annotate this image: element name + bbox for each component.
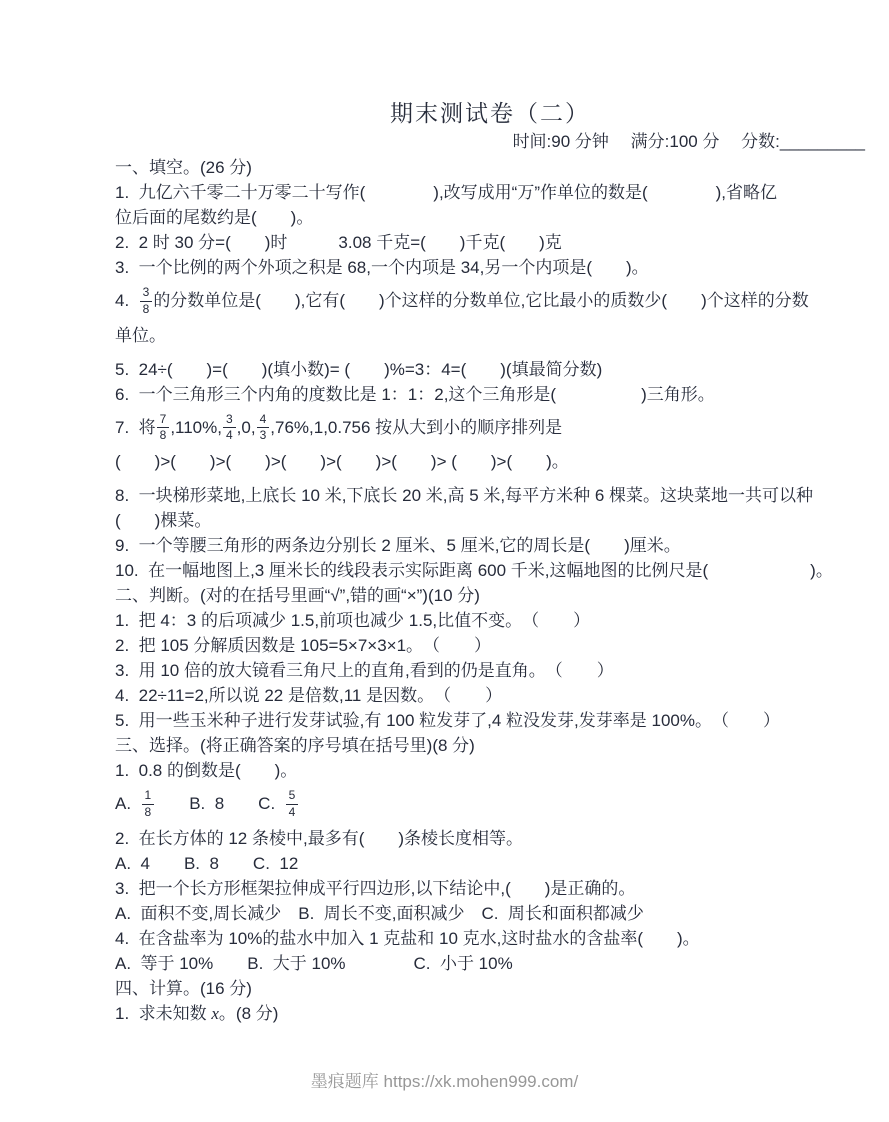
math-variable: x <box>211 1003 219 1023</box>
fill-q9: 9. 一个等腰三角形的两条边分别长 2 厘米、5 厘米,它的周长是( )厘米。 <box>115 536 681 556</box>
footer-text: 墨痕题库 https://xk.mohen999.com/ <box>310 1072 579 1091</box>
footer <box>0 1067 889 1092</box>
choice-q1: 1. 0.8 的倒数是( )。 <box>115 761 298 781</box>
fill-q8-line1: 8. 一块梯形菜地,上底长 10 米,下底长 20 米,高 5 米,每平方米种 6 棵菜。这块菜地一共可以种 <box>115 486 814 506</box>
fraction: $\frac{7}{8}$ <box>157 413 170 444</box>
fill-q1-line1: 1. 九亿六千零二十万零二十写作( ),改写成用“万”作单位的数是( ),省略亿 <box>115 183 778 202</box>
judge-q2: 2. 把 105 分解质因数是 105=5×7×3×1。 （ ） <box>115 636 492 656</box>
fill-q8-line2: ( )棵菜。 <box>115 511 212 531</box>
fill-q1-line2: 位后面的尾数约是( )。 <box>115 208 314 227</box>
section-4-heading: 四、计算。(16 分) <box>115 978 252 998</box>
choice-q2-options: A. 4 B. 8 C. 12 <box>115 853 299 873</box>
fill-q7-line1: 7. 将 $\frac{7}{8}$ ,110%, $\frac{3}{4}$ ,0, $\frac{4}{3}$ ,76%,1,0.756 按从大到小的顺序排列是 <box>115 411 563 443</box>
fill-q3: 3. 一个比例的两个外项之积是 68,一个内项是 34,另一个内项是( )。 <box>115 258 649 277</box>
fill-q2: 2. 2 时 30 分=( )时 3.08 千克=( )千克( )克 <box>115 233 562 252</box>
fraction: $\frac{4}{3}$ <box>257 413 270 444</box>
judge-q4: 4. 22÷11=2,所以说 22 是倍数,11 是因数。 （ ） <box>115 686 503 706</box>
choice-q1-options: A. $\frac{1}{8}$ B. 8 C. $\frac{5}{4}$ <box>115 789 865 820</box>
choice-q3-options: A. 面积不变,周长减少 B. 周长不变,面积减少 C. 周长和面积都减少 <box>115 903 644 923</box>
page-title: 期末测试卷（二） <box>390 101 590 126</box>
choice-q4-options: A. 等于 10% B. 大于 10% C. 小于 10% <box>115 953 513 973</box>
section-1-heading: 一、填空。(26 分) <box>115 158 252 177</box>
fill-q6: 6. 一个三角形三个内角的度数比是 1：1：2,这个三角形是( )三角形。 <box>115 384 715 404</box>
fill-q4-line2: 单位。 <box>115 325 166 345</box>
choice-q4: 4. 在含盐率为 10%的盐水中加入 1 克盐和 10 克水,这时盐水的含盐率( )。 <box>115 928 700 948</box>
judge-q1: 1. 把 4：3 的后项减少 1.5,前项也减少 1.5,比值不变。 （ ） <box>115 611 591 631</box>
fill-q4-line1: 4. $\frac{3}{8}$ 的分数单位是( ),它有( )个这样的分数单位,它比最小的质数少( )个这样的分数 <box>115 285 809 316</box>
judge-q5: 5. 用一些玉米种子进行发芽试验,有 100 粒发芽了,4 粒没发芽,发芽率是 100%。 （ ） <box>115 711 780 731</box>
section-2-heading: 二、判断。(对的在括号里画“√”,错的画“×”)(10 分) <box>115 586 480 606</box>
choice-q3: 3. 把一个长方形框架拉伸成平行四边形,以下结论中,( )是正确的。 <box>115 878 636 898</box>
document-lines <box>115 155 865 1026</box>
fill-q7-answer-row: ( )>( )>( )>( )>( )>( )> ( )>( )。 <box>115 452 569 472</box>
fill-q5: 5. 24÷( )=( )(填小数)= ( )%=3：4=( )(填最简分数) <box>115 359 603 379</box>
fraction: $\frac{1}{8}$ <box>142 789 155 820</box>
choice-q2: 2. 在长方体的 12 条棱中,最多有( )条棱长度相等。 <box>115 828 524 848</box>
judge-q3: 3. 用 10 倍的放大镜看三角尺上的直角,看到的仍是直角。 （ ） <box>115 661 614 681</box>
section-3-heading: 三、选择。(将正确答案的序号填在括号里)(8 分) <box>115 736 475 756</box>
fraction: $\frac{3}{8}$ <box>140 286 153 317</box>
fraction: $\frac{5}{4}$ <box>286 789 299 820</box>
calc-q1: 1. 求未知数 x。(8 分) <box>115 1003 279 1023</box>
fraction: $\frac{3}{4}$ <box>223 413 236 444</box>
exam-meta: 时间:90 分钟 满分:100 分 分数:_________ <box>512 132 865 151</box>
fill-q10: 10. 在一幅地图上,3 厘米长的线段表示实际距离 600 千米,这幅地图的比例尺是( )。 <box>115 561 833 581</box>
